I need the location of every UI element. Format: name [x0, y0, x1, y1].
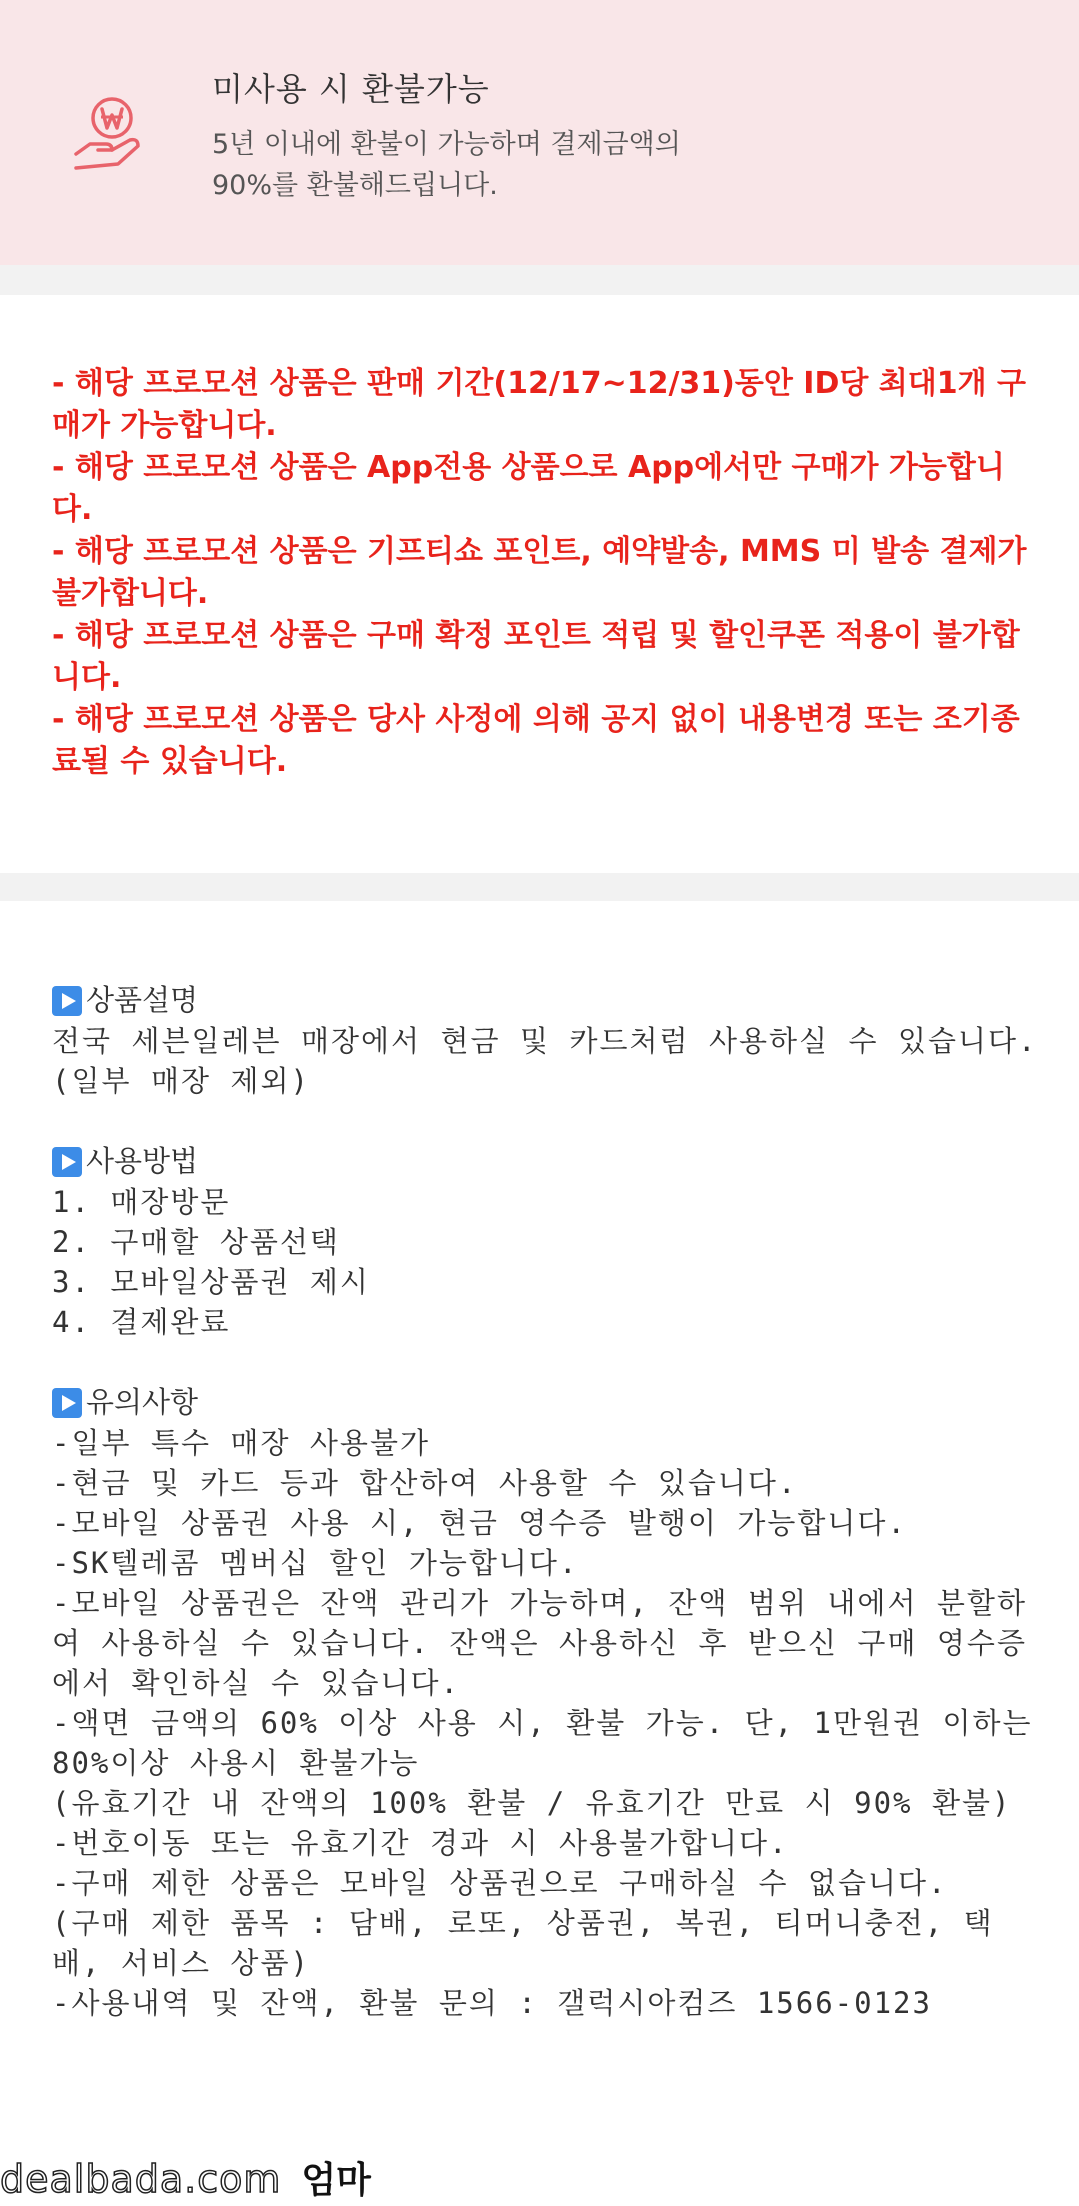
play-arrow-icon: [52, 1147, 82, 1177]
section-heading: [52, 980, 1042, 1021]
section-heading-text: 사용방법: [86, 1144, 199, 1178]
play-arrow-icon: [52, 1388, 82, 1418]
note-line: -일부 특수 매장 사용불가: [52, 1426, 430, 1460]
promo-notice-item: - 해당 프로모션 상품은 당사 사정에 의해 공지 없이 내용변경 또는 조기종료될 수 있습니다.: [52, 702, 1020, 779]
promo-notice-item: - 해당 프로모션 상품은 기프티쇼 포인트, 예약발송, MMS 미 발송 결제가 불가합니다.: [52, 534, 1027, 611]
refund-description-line: 90%를 환불해드립니다.: [212, 170, 498, 201]
section-heading: [52, 1141, 1042, 1182]
note-line: -모바일 상품권 사용 시, 현금 영수증 발행이 가능합니다.: [52, 1506, 907, 1540]
usage-step: 4. 결제완료: [52, 1305, 231, 1339]
section-usage: [52, 1141, 1042, 1342]
watermark-user: 엄마: [301, 2160, 371, 2201]
note-line: -사용내역 및 잔액, 환불 문의 : 갤럭시아컴즈 1566-0123: [52, 1986, 932, 2020]
section-notes: [52, 1382, 1053, 2023]
description-line: (일부 매장 제외): [52, 1064, 310, 1098]
promo-notice-list: [52, 363, 1042, 783]
refund-banner: [0, 0, 1079, 265]
refund-title: 미사용 시 환불가능: [212, 70, 490, 108]
section-heading-text: 유의사항: [86, 1385, 199, 1419]
note-line: -SK텔레콤 멤버십 할인 가능합니다.: [52, 1546, 579, 1580]
promo-notice-item: - 해당 프로모션 상품은 구매 확정 포인트 적립 및 할인쿠폰 적용이 불가합니다.: [52, 618, 1020, 695]
note-line: -모바일 상품권은 잔액 관리가 가능하며, 잔액 범위 내에서 분할하여 사용하실 수 있습니다. 잔액은 사용하신 후 받으신 구매 영수증에서 확인하실 수 있습니다.: [52, 1586, 1027, 1700]
section-divider: [0, 265, 1079, 295]
promo-notice-item: - 해당 프로모션 상품은 App전용 상품으로 App에서만 구매가 가능합니다.: [52, 450, 1005, 527]
product-description: [52, 980, 1053, 2063]
note-line: (유효기간 내 잔액의 100% 환불 / 유효기간 만료 시 90% 환불): [52, 1786, 1012, 1820]
section-product-info: [52, 980, 1042, 1101]
usage-step: 1. 매장방문: [52, 1185, 231, 1219]
usage-step: 2. 구매할 상품선택: [52, 1225, 340, 1259]
description-line: 전국 세븐일레븐 매장에서 현금 및 카드처럼 사용하실 수 있습니다.: [52, 1024, 1038, 1058]
note-line: (구매 제한 품목 : 담배, 로또, 상품권, 복권, 티머니충전, 택배, 서비스 상품): [52, 1906, 994, 1980]
refund-description-line: 5년 이내에 환불이 가능하며 결제금액의: [212, 129, 681, 160]
promo-notice: [0, 295, 1079, 873]
section-heading-text: 상품설명: [86, 983, 199, 1017]
note-line: -구매 제한 상품은 모바일 상품권으로 구매하실 수 없습니다.: [52, 1866, 948, 1900]
watermark: [0, 2152, 371, 2203]
watermark-site: dealbada.com: [0, 2157, 282, 2201]
play-arrow-icon: [52, 986, 82, 1016]
section-divider: [0, 873, 1079, 901]
section-heading: [52, 1382, 1042, 1423]
refund-description: [212, 124, 812, 206]
won-hand-icon: [72, 88, 144, 178]
note-line: -현금 및 카드 등과 합산하여 사용할 수 있습니다.: [52, 1466, 798, 1500]
note-line: -번호이동 또는 유효기간 경과 시 사용불가합니다.: [52, 1826, 789, 1860]
promo-notice-item: - 해당 프로모션 상품은 판매 기간(12/17~12/31)동안 ID당 최대1개 구매가 가능합니다.: [52, 366, 1027, 443]
note-line: -액면 금액의 60% 이상 사용 시, 환불 가능. 단, 1만원권 이하는 80%이상 사용시 환불가능: [52, 1706, 1053, 1780]
usage-step: 3. 모바일상품권 제시: [52, 1265, 370, 1299]
